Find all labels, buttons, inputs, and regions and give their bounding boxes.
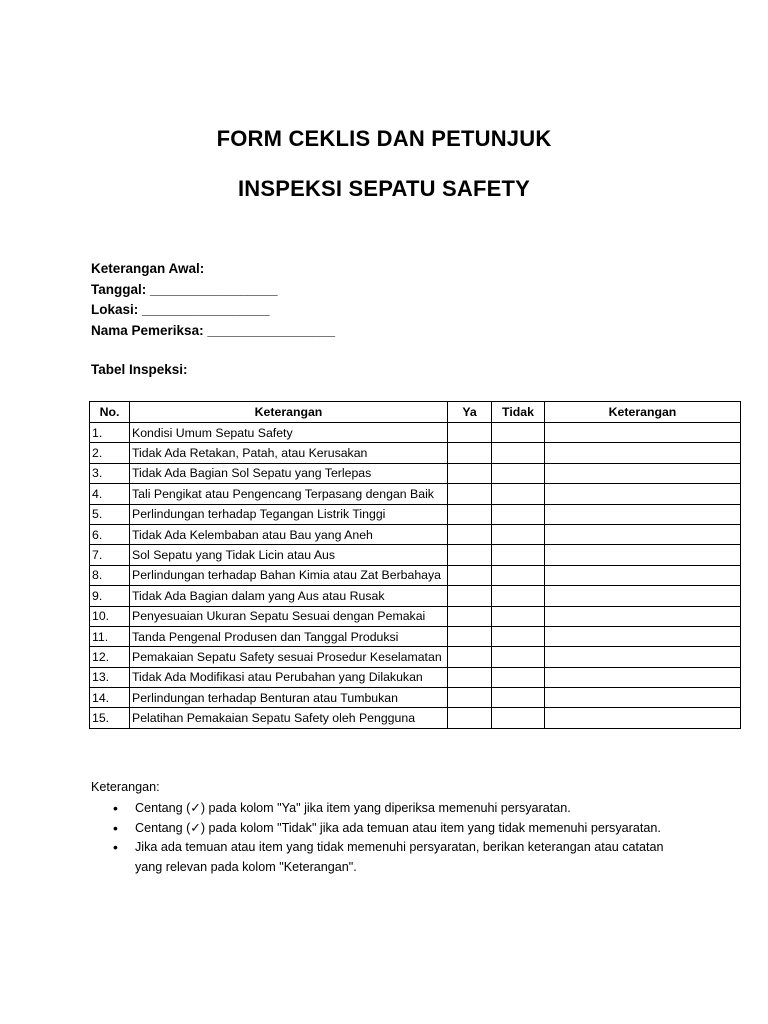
- notes-list: [91, 799, 691, 877]
- row-number: 6.: [90, 524, 130, 544]
- table-row: [90, 565, 741, 585]
- row-number: 4.: [90, 484, 130, 504]
- list-item: • Centang (✓) pada kolom "Tidak" jika ada temuan atau item yang tidak memenuhi persyaratan.: [91, 819, 691, 839]
- tidak-checkbox-cell[interactable]: [492, 484, 545, 504]
- tidak-checkbox-cell[interactable]: [492, 647, 545, 667]
- header-ya: Ya: [448, 402, 492, 423]
- notes-heading: Keterangan:: [91, 780, 160, 794]
- ya-checkbox-cell[interactable]: [448, 504, 492, 524]
- tidak-checkbox-cell[interactable]: [492, 586, 545, 606]
- tidak-checkbox-cell[interactable]: [492, 565, 545, 585]
- table-row: [90, 667, 741, 687]
- location-field: Lokasi: _________________: [91, 302, 270, 317]
- ya-checkbox-cell[interactable]: [448, 423, 492, 443]
- table-row: [90, 423, 741, 443]
- header-keterangan-notes: Keterangan: [545, 402, 741, 423]
- tidak-checkbox-cell[interactable]: [492, 443, 545, 463]
- header-no: No.: [90, 402, 130, 423]
- notes-cell[interactable]: [545, 667, 741, 687]
- form-subtitle: INSPEKSI SEPATU SAFETY: [237, 176, 531, 201]
- ya-checkbox-cell[interactable]: [448, 626, 492, 646]
- table-row: [90, 708, 741, 728]
- row-item: Pemakaian Sepatu Safety sesuai Prosedur Keselamatan: [130, 647, 448, 667]
- notes-cell[interactable]: [545, 688, 741, 708]
- tidak-checkbox-cell[interactable]: [492, 688, 545, 708]
- notes-cell[interactable]: [545, 545, 741, 565]
- table-row: [90, 524, 741, 544]
- row-item: Penyesuaian Ukuran Sepatu Sesuai dengan Pemakai: [130, 606, 448, 626]
- notes-cell[interactable]: [545, 463, 741, 483]
- notes-cell[interactable]: [545, 606, 741, 626]
- tidak-checkbox-cell[interactable]: [492, 524, 545, 544]
- table-row: [90, 463, 741, 483]
- row-number: 12.: [90, 647, 130, 667]
- notes-cell[interactable]: [545, 565, 741, 585]
- row-number: 3.: [90, 463, 130, 483]
- inspection-table-label: Tabel Inspeksi:: [91, 362, 188, 377]
- notes-cell[interactable]: [545, 586, 741, 606]
- tidak-checkbox-cell[interactable]: [492, 423, 545, 443]
- ya-checkbox-cell[interactable]: [448, 647, 492, 667]
- row-item: Kondisi Umum Sepatu Safety: [130, 423, 448, 443]
- ya-checkbox-cell[interactable]: [448, 545, 492, 565]
- row-number: 5.: [90, 504, 130, 524]
- table-row: [90, 586, 741, 606]
- row-item: Tidak Ada Modifikasi atau Perubahan yang Dilakukan: [130, 667, 448, 687]
- header-tidak: Tidak: [492, 402, 545, 423]
- notes-cell[interactable]: [545, 504, 741, 524]
- tidak-checkbox-cell[interactable]: [492, 626, 545, 646]
- ya-checkbox-cell[interactable]: [448, 524, 492, 544]
- notes-cell[interactable]: [545, 484, 741, 504]
- tidak-checkbox-cell[interactable]: [492, 606, 545, 626]
- row-number: 15.: [90, 708, 130, 728]
- initial-info-heading: Keterangan Awal:: [91, 261, 205, 276]
- ya-checkbox-cell[interactable]: [448, 606, 492, 626]
- row-number: 2.: [90, 443, 130, 463]
- initial-info-section: [91, 259, 335, 341]
- row-item: Tanda Pengenal Produsen dan Tanggal Produksi: [130, 626, 448, 646]
- date-field: Tanggal: _________________: [91, 281, 278, 297]
- notes-cell[interactable]: [545, 708, 741, 728]
- row-item: Perlindungan terhadap Bahan Kimia atau Zat Berbahaya: [130, 565, 448, 585]
- table-row: [90, 484, 741, 504]
- ya-checkbox-cell[interactable]: [448, 463, 492, 483]
- row-number: 14.: [90, 688, 130, 708]
- table-header-row: [90, 402, 741, 423]
- table-row: [90, 688, 741, 708]
- ya-checkbox-cell[interactable]: [448, 688, 492, 708]
- header-keterangan: Keterangan: [130, 402, 448, 423]
- form-title: FORM CEKLIS DAN PETUNJUK: [216, 126, 552, 151]
- notes-cell[interactable]: [545, 626, 741, 646]
- row-item: Tidak Ada Kelembaban atau Bau yang Aneh: [130, 524, 448, 544]
- table-row: [90, 647, 741, 667]
- inspector-name-field: Nama Pemeriksa: _________________: [91, 322, 335, 338]
- row-number: 13.: [90, 667, 130, 687]
- ya-checkbox-cell[interactable]: [448, 708, 492, 728]
- notes-cell[interactable]: [545, 423, 741, 443]
- tidak-checkbox-cell[interactable]: [492, 667, 545, 687]
- tidak-checkbox-cell[interactable]: [492, 545, 545, 565]
- row-item: Tidak Ada Bagian dalam yang Aus atau Rusak: [130, 586, 448, 606]
- tidak-checkbox-cell[interactable]: [492, 504, 545, 524]
- inspection-table: [89, 401, 741, 729]
- ya-checkbox-cell[interactable]: [448, 586, 492, 606]
- row-item: Tidak Ada Bagian Sol Sepatu yang Terlepas: [130, 463, 448, 483]
- notes-cell[interactable]: [545, 443, 741, 463]
- row-number: 10.: [90, 606, 130, 626]
- row-item: Tidak Ada Retakan, Patah, atau Kerusakan: [130, 443, 448, 463]
- row-number: 9.: [90, 586, 130, 606]
- row-item: Pelatihan Pemakaian Sepatu Safety oleh Pengguna: [130, 708, 448, 728]
- row-number: 1.: [90, 423, 130, 443]
- table-row: [90, 606, 741, 626]
- table-row: [90, 545, 741, 565]
- ya-checkbox-cell[interactable]: [448, 565, 492, 585]
- notes-cell[interactable]: [545, 647, 741, 667]
- notes-cell[interactable]: [545, 524, 741, 544]
- row-item: Sol Sepatu yang Tidak Licin atau Aus: [130, 545, 448, 565]
- list-item: • Jika ada temuan atau item yang tidak memenuhi persyaratan, berikan keterangan atau catatan yang relevan pada kolom "Keterangan".: [91, 838, 691, 877]
- table-row: [90, 504, 741, 524]
- ya-checkbox-cell[interactable]: [448, 667, 492, 687]
- row-item: Tali Pengikat atau Pengencang Terpasang dengan Baik: [130, 484, 448, 504]
- tidak-checkbox-cell[interactable]: [492, 463, 545, 483]
- row-item: Perlindungan terhadap Benturan atau Tumbukan: [130, 688, 448, 708]
- row-number: 11.: [90, 626, 130, 646]
- ya-checkbox-cell[interactable]: [448, 443, 492, 463]
- row-item: Perlindungan terhadap Tegangan Listrik Tinggi: [130, 504, 448, 524]
- table-row: [90, 626, 741, 646]
- list-item: • Centang (✓) pada kolom "Ya" jika item yang diperiksa memenuhi persyaratan.: [91, 799, 691, 819]
- ya-checkbox-cell[interactable]: [448, 484, 492, 504]
- row-number: 7.: [90, 545, 130, 565]
- tidak-checkbox-cell[interactable]: [492, 708, 545, 728]
- row-number: 8.: [90, 565, 130, 585]
- table-row: [90, 443, 741, 463]
